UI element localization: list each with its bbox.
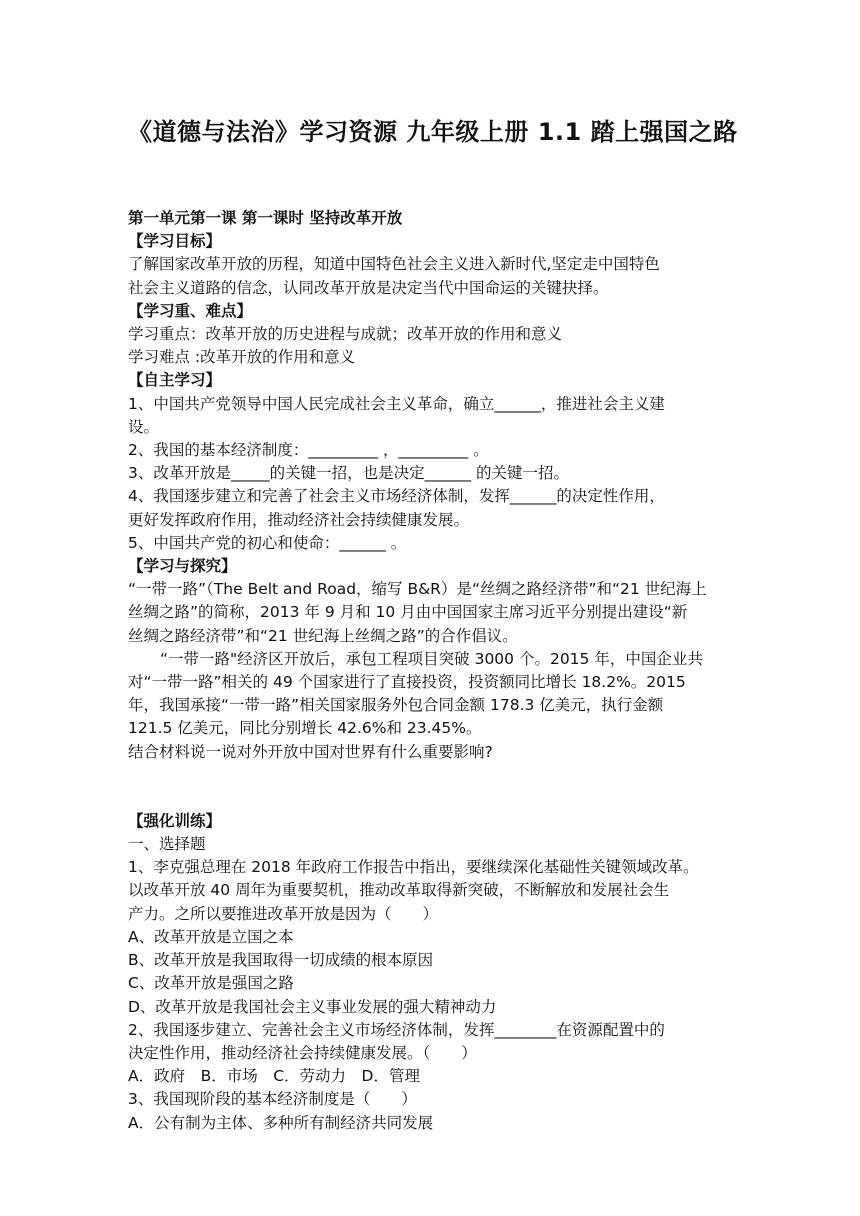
explore-paragraph-2: 对“一带一路”相关的 49 个国家进行了直接投资，投资额同比增长 18.2%。2015 — [128, 673, 686, 692]
choice-1-option-d: D、改革开放是我国社会主义事业发展的强大精神动力 — [128, 997, 497, 1016]
question-2: 2、我国的基本经济制度：_________ ，_________ 。 — [128, 441, 489, 460]
keypoints-heading: 【学习重、难点】 — [128, 301, 253, 320]
explore-question: 结合材料说一说对外开放中国对世界有什么重要影响? — [128, 742, 493, 761]
objectives-text: 社会主义道路的信念，认同改革开放是决定当代中国命运的关键抉择。 — [128, 278, 609, 297]
explore-heading: 【学习与探究】 — [128, 557, 237, 576]
explore-paragraph-2: “一带一路"经济区开放后，承包工程项目突破 3000 个。2015 年，中国企业共 — [160, 649, 703, 668]
choice-question-1: 1、李克强总理在 2018 年政府工作报告中指出，要继续深化基础性关键领域改革。 — [128, 858, 699, 877]
training-heading: 【强化训练】 — [128, 811, 222, 830]
explore-paragraph-2: 年，我国承接“一带一路”相关国家服务外包合同金额 178.3 亿美元，执行金额 — [128, 696, 664, 715]
choice-heading: 一、选择题 — [128, 835, 206, 854]
explore-paragraph-1: “一带一路”（The Belt and Road，缩写 B&R）是“丝绸之路经济带”和“21 世纪海上 — [128, 580, 707, 599]
choice-question-1: 产力。之所以要推进改革开放是因为（ ） — [128, 904, 439, 923]
explore-paragraph-1: 丝绸之路”的简称，2013 年 9 月和 10 月由中国国家主席习近平分别提出建设“新 — [128, 603, 688, 622]
choice-3-option-a: A．公有制为主体、多种所有制经济共同发展 — [128, 1113, 434, 1132]
spacer — [128, 764, 740, 810]
choice-1-option-a: A、改革开放是立国之本 — [128, 927, 294, 946]
objectives-heading: 【学习目标】 — [128, 232, 222, 251]
explore-paragraph-1: 丝绸之路经济带”和“21 世纪海上丝绸之路”的合作倡议。 — [128, 626, 518, 645]
choice-question-1: 以改革开放 40 周年为重要契机，推动改革取得新突破，不断解放和发展社会生 — [128, 881, 670, 900]
choice-question-3: 3、我国现阶段的基本经济制度是（ ） — [128, 1090, 417, 1109]
question-4-cont: 更好发挥政府作用，推动经济社会持续健康发展。 — [128, 510, 470, 529]
keypoint-text: 学习重点：改革开放的历史进程与成就；改革开放的作用和意义 — [128, 325, 563, 344]
choice-question-2: 决定性作用，推动经济社会持续健康发展。（ ） — [128, 1043, 477, 1062]
question-5: 5、中国共产党的初心和使命：______ 。 — [128, 533, 407, 552]
question-3: 3、改革开放是_____的关键一招，也是决定______ 的关键一招。 — [128, 464, 570, 483]
objectives-text: 了解国家改革开放的历程，知道中国特色社会主义进入新时代,坚定走中国特色 — [128, 255, 660, 274]
explore-paragraph-2: 121.5 亿美元，同比分别增长 42.6%和 23.45%。 — [128, 719, 482, 738]
choice-question-2: 2、我国逐步建立、完善社会主义市场经济体制，发挥________在资源配置中的 — [128, 1020, 665, 1039]
question-4: 4、我国逐步建立和完善了社会主义市场经济体制，发挥______的决定性作用， — [128, 487, 665, 506]
document-title: 《道德与法治》学习资源 九年级上册 1.1 踏上强国之路 — [128, 118, 738, 146]
lesson-heading: 第一单元第一课 第一课时 坚持改革开放 — [128, 209, 403, 227]
question-1-cont: 设。 — [128, 417, 160, 436]
choice-1-option-b: B、改革开放是我国取得一切成绩的根本原因 — [128, 951, 434, 970]
difficulty-text: 学习难点 :改革开放的作用和意义 — [128, 348, 356, 367]
choice-1-option-c: C、改革开放是强国之路 — [128, 974, 294, 993]
question-1: 1、中国共产党领导中国人民完成社会主义革命，确立______，推进社会主义建 — [128, 394, 665, 413]
choice-2-options: A．政府 B．市场 C．劳动力 D．管理 — [128, 1067, 420, 1086]
self-study-heading: 【自主学习】 — [128, 371, 222, 390]
document-body — [128, 207, 740, 1135]
